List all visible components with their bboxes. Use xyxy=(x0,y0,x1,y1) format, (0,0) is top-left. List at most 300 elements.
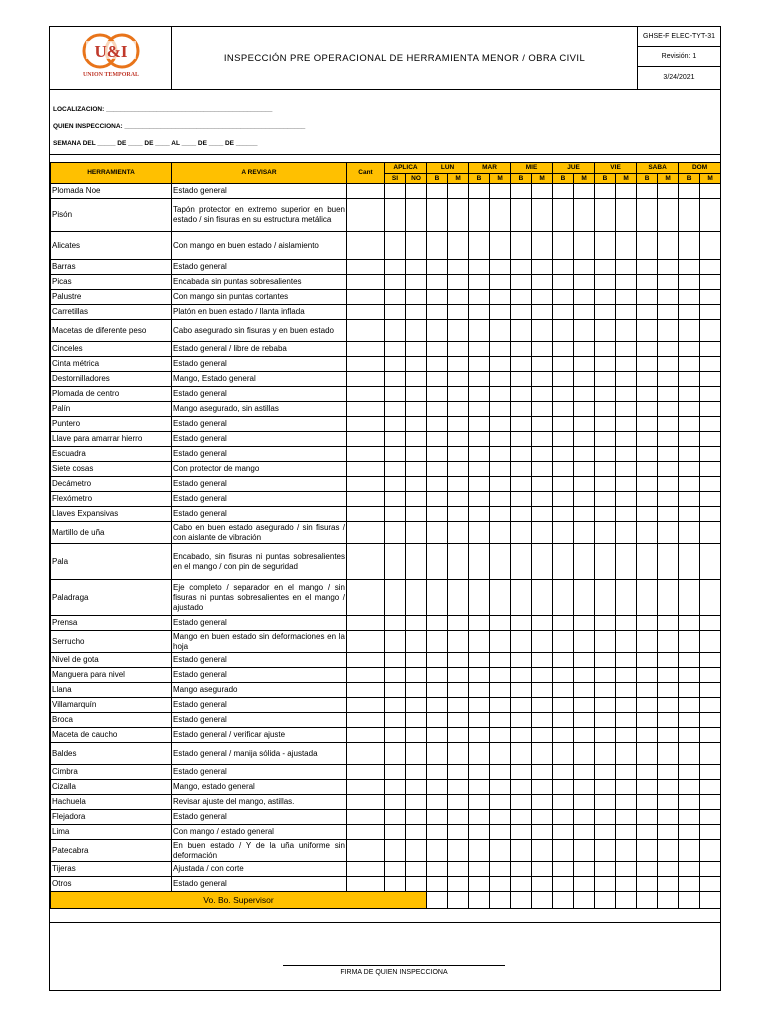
check-cell[interactable] xyxy=(637,728,658,743)
check-cell[interactable] xyxy=(511,683,532,698)
check-cell[interactable] xyxy=(385,862,406,877)
cant-cell[interactable] xyxy=(347,668,385,683)
check-cell[interactable] xyxy=(574,522,595,544)
check-cell[interactable] xyxy=(511,780,532,795)
check-cell[interactable] xyxy=(448,728,469,743)
check-cell[interactable] xyxy=(427,290,448,305)
cant-cell[interactable] xyxy=(347,683,385,698)
check-cell[interactable] xyxy=(637,825,658,840)
check-cell[interactable] xyxy=(532,372,553,387)
check-cell[interactable] xyxy=(679,342,700,357)
check-cell[interactable] xyxy=(679,290,700,305)
check-cell[interactable] xyxy=(385,320,406,342)
check-cell[interactable] xyxy=(637,447,658,462)
check-cell[interactable] xyxy=(616,580,637,616)
check-cell[interactable] xyxy=(469,447,490,462)
check-cell[interactable] xyxy=(427,840,448,862)
check-cell[interactable] xyxy=(406,683,427,698)
cant-cell[interactable] xyxy=(347,342,385,357)
check-cell[interactable] xyxy=(595,387,616,402)
check-cell[interactable] xyxy=(679,260,700,275)
check-cell[interactable] xyxy=(406,320,427,342)
cant-cell[interactable] xyxy=(347,477,385,492)
check-cell[interactable] xyxy=(511,320,532,342)
check-cell[interactable] xyxy=(385,342,406,357)
check-cell[interactable] xyxy=(490,199,511,232)
check-cell[interactable] xyxy=(637,683,658,698)
check-cell[interactable] xyxy=(532,387,553,402)
check-cell[interactable] xyxy=(448,668,469,683)
check-cell[interactable] xyxy=(637,492,658,507)
supervisor-check-cell[interactable] xyxy=(700,892,721,909)
check-cell[interactable] xyxy=(595,462,616,477)
check-cell[interactable] xyxy=(406,342,427,357)
check-cell[interactable] xyxy=(406,462,427,477)
cant-cell[interactable] xyxy=(347,765,385,780)
check-cell[interactable] xyxy=(553,507,574,522)
check-cell[interactable] xyxy=(511,184,532,199)
check-cell[interactable] xyxy=(574,544,595,580)
check-cell[interactable] xyxy=(532,305,553,320)
check-cell[interactable] xyxy=(574,447,595,462)
check-cell[interactable] xyxy=(616,616,637,631)
check-cell[interactable] xyxy=(700,402,721,417)
check-cell[interactable] xyxy=(448,290,469,305)
check-cell[interactable] xyxy=(700,795,721,810)
check-cell[interactable] xyxy=(574,862,595,877)
check-cell[interactable] xyxy=(511,342,532,357)
check-cell[interactable] xyxy=(406,492,427,507)
check-cell[interactable] xyxy=(700,631,721,653)
check-cell[interactable] xyxy=(595,275,616,290)
check-cell[interactable] xyxy=(700,387,721,402)
check-cell[interactable] xyxy=(448,387,469,402)
check-cell[interactable] xyxy=(469,825,490,840)
check-cell[interactable] xyxy=(427,713,448,728)
check-cell[interactable] xyxy=(658,631,679,653)
check-cell[interactable] xyxy=(679,522,700,544)
check-cell[interactable] xyxy=(427,387,448,402)
check-cell[interactable] xyxy=(595,580,616,616)
check-cell[interactable] xyxy=(595,840,616,862)
check-cell[interactable] xyxy=(490,417,511,432)
check-cell[interactable] xyxy=(616,631,637,653)
check-cell[interactable] xyxy=(679,825,700,840)
check-cell[interactable] xyxy=(553,631,574,653)
check-cell[interactable] xyxy=(700,668,721,683)
check-cell[interactable] xyxy=(700,507,721,522)
check-cell[interactable] xyxy=(637,580,658,616)
check-cell[interactable] xyxy=(469,580,490,616)
check-cell[interactable] xyxy=(427,698,448,713)
check-cell[interactable] xyxy=(511,432,532,447)
cant-cell[interactable] xyxy=(347,810,385,825)
check-cell[interactable] xyxy=(679,275,700,290)
check-cell[interactable] xyxy=(574,743,595,765)
check-cell[interactable] xyxy=(574,507,595,522)
check-cell[interactable] xyxy=(553,342,574,357)
check-cell[interactable] xyxy=(658,653,679,668)
check-cell[interactable] xyxy=(406,260,427,275)
check-cell[interactable] xyxy=(658,522,679,544)
check-cell[interactable] xyxy=(658,544,679,580)
check-cell[interactable] xyxy=(532,631,553,653)
check-cell[interactable] xyxy=(637,402,658,417)
check-cell[interactable] xyxy=(595,232,616,260)
check-cell[interactable] xyxy=(385,765,406,780)
check-cell[interactable] xyxy=(553,357,574,372)
check-cell[interactable] xyxy=(385,492,406,507)
check-cell[interactable] xyxy=(553,653,574,668)
check-cell[interactable] xyxy=(385,290,406,305)
check-cell[interactable] xyxy=(511,387,532,402)
check-cell[interactable] xyxy=(448,320,469,342)
check-cell[interactable] xyxy=(427,825,448,840)
check-cell[interactable] xyxy=(511,653,532,668)
check-cell[interactable] xyxy=(700,477,721,492)
check-cell[interactable] xyxy=(700,290,721,305)
check-cell[interactable] xyxy=(469,402,490,417)
check-cell[interactable] xyxy=(700,616,721,631)
check-cell[interactable] xyxy=(427,432,448,447)
supervisor-check-cell[interactable] xyxy=(511,892,532,909)
check-cell[interactable] xyxy=(616,522,637,544)
check-cell[interactable] xyxy=(553,780,574,795)
check-cell[interactable] xyxy=(637,232,658,260)
check-cell[interactable] xyxy=(553,320,574,342)
cant-cell[interactable] xyxy=(347,320,385,342)
check-cell[interactable] xyxy=(490,290,511,305)
check-cell[interactable] xyxy=(469,372,490,387)
check-cell[interactable] xyxy=(406,507,427,522)
check-cell[interactable] xyxy=(427,275,448,290)
check-cell[interactable] xyxy=(637,862,658,877)
check-cell[interactable] xyxy=(511,402,532,417)
check-cell[interactable] xyxy=(532,184,553,199)
check-cell[interactable] xyxy=(469,683,490,698)
cant-cell[interactable] xyxy=(347,862,385,877)
check-cell[interactable] xyxy=(406,232,427,260)
check-cell[interactable] xyxy=(616,765,637,780)
check-cell[interactable] xyxy=(700,320,721,342)
check-cell[interactable] xyxy=(595,305,616,320)
check-cell[interactable] xyxy=(511,357,532,372)
check-cell[interactable] xyxy=(616,417,637,432)
check-cell[interactable] xyxy=(616,320,637,342)
cant-cell[interactable] xyxy=(347,462,385,477)
check-cell[interactable] xyxy=(574,290,595,305)
check-cell[interactable] xyxy=(574,877,595,892)
check-cell[interactable] xyxy=(427,357,448,372)
check-cell[interactable] xyxy=(574,698,595,713)
signature-line[interactable] xyxy=(283,965,505,966)
check-cell[interactable] xyxy=(679,402,700,417)
check-cell[interactable] xyxy=(511,507,532,522)
check-cell[interactable] xyxy=(658,372,679,387)
check-cell[interactable] xyxy=(448,522,469,544)
check-cell[interactable] xyxy=(595,877,616,892)
check-cell[interactable] xyxy=(595,432,616,447)
check-cell[interactable] xyxy=(553,290,574,305)
check-cell[interactable] xyxy=(490,260,511,275)
check-cell[interactable] xyxy=(700,522,721,544)
check-cell[interactable] xyxy=(448,616,469,631)
check-cell[interactable] xyxy=(553,260,574,275)
check-cell[interactable] xyxy=(511,840,532,862)
check-cell[interactable] xyxy=(511,199,532,232)
check-cell[interactable] xyxy=(448,780,469,795)
check-cell[interactable] xyxy=(490,713,511,728)
check-cell[interactable] xyxy=(448,743,469,765)
check-cell[interactable] xyxy=(490,698,511,713)
check-cell[interactable] xyxy=(616,698,637,713)
check-cell[interactable] xyxy=(616,305,637,320)
check-cell[interactable] xyxy=(637,357,658,372)
check-cell[interactable] xyxy=(511,372,532,387)
check-cell[interactable] xyxy=(448,447,469,462)
check-cell[interactable] xyxy=(637,372,658,387)
check-cell[interactable] xyxy=(469,780,490,795)
check-cell[interactable] xyxy=(658,713,679,728)
check-cell[interactable] xyxy=(385,616,406,631)
check-cell[interactable] xyxy=(469,765,490,780)
check-cell[interactable] xyxy=(532,492,553,507)
check-cell[interactable] xyxy=(700,232,721,260)
check-cell[interactable] xyxy=(406,653,427,668)
check-cell[interactable] xyxy=(637,432,658,447)
check-cell[interactable] xyxy=(679,432,700,447)
check-cell[interactable] xyxy=(490,683,511,698)
check-cell[interactable] xyxy=(700,184,721,199)
check-cell[interactable] xyxy=(658,260,679,275)
check-cell[interactable] xyxy=(658,840,679,862)
check-cell[interactable] xyxy=(574,616,595,631)
check-cell[interactable] xyxy=(658,780,679,795)
check-cell[interactable] xyxy=(553,447,574,462)
check-cell[interactable] xyxy=(385,840,406,862)
check-cell[interactable] xyxy=(574,825,595,840)
check-cell[interactable] xyxy=(406,743,427,765)
check-cell[interactable] xyxy=(553,616,574,631)
check-cell[interactable] xyxy=(616,184,637,199)
check-cell[interactable] xyxy=(616,544,637,580)
cant-cell[interactable] xyxy=(347,825,385,840)
check-cell[interactable] xyxy=(490,728,511,743)
check-cell[interactable] xyxy=(448,544,469,580)
check-cell[interactable] xyxy=(448,357,469,372)
check-cell[interactable] xyxy=(406,580,427,616)
check-cell[interactable] xyxy=(553,305,574,320)
check-cell[interactable] xyxy=(427,877,448,892)
check-cell[interactable] xyxy=(427,402,448,417)
check-cell[interactable] xyxy=(532,840,553,862)
check-cell[interactable] xyxy=(700,698,721,713)
check-cell[interactable] xyxy=(469,668,490,683)
check-cell[interactable] xyxy=(637,199,658,232)
check-cell[interactable] xyxy=(511,728,532,743)
check-cell[interactable] xyxy=(511,492,532,507)
check-cell[interactable] xyxy=(490,184,511,199)
check-cell[interactable] xyxy=(490,825,511,840)
check-cell[interactable] xyxy=(469,795,490,810)
check-cell[interactable] xyxy=(532,275,553,290)
check-cell[interactable] xyxy=(574,840,595,862)
check-cell[interactable] xyxy=(511,765,532,780)
check-cell[interactable] xyxy=(616,728,637,743)
check-cell[interactable] xyxy=(700,357,721,372)
check-cell[interactable] xyxy=(469,477,490,492)
check-cell[interactable] xyxy=(658,290,679,305)
check-cell[interactable] xyxy=(385,417,406,432)
check-cell[interactable] xyxy=(574,275,595,290)
check-cell[interactable] xyxy=(427,544,448,580)
check-cell[interactable] xyxy=(490,387,511,402)
check-cell[interactable] xyxy=(532,683,553,698)
check-cell[interactable] xyxy=(427,342,448,357)
check-cell[interactable] xyxy=(406,877,427,892)
check-cell[interactable] xyxy=(385,357,406,372)
check-cell[interactable] xyxy=(700,743,721,765)
check-cell[interactable] xyxy=(385,477,406,492)
check-cell[interactable] xyxy=(616,795,637,810)
supervisor-check-cell[interactable] xyxy=(448,892,469,909)
localizacion-field[interactable]: LOCALIZACION: ______________________________________________ xyxy=(53,106,273,113)
check-cell[interactable] xyxy=(637,522,658,544)
check-cell[interactable] xyxy=(532,544,553,580)
check-cell[interactable] xyxy=(595,653,616,668)
check-cell[interactable] xyxy=(658,199,679,232)
supervisor-check-cell[interactable] xyxy=(490,892,511,909)
supervisor-check-cell[interactable] xyxy=(553,892,574,909)
check-cell[interactable] xyxy=(679,862,700,877)
check-cell[interactable] xyxy=(385,305,406,320)
check-cell[interactable] xyxy=(637,290,658,305)
check-cell[interactable] xyxy=(553,522,574,544)
check-cell[interactable] xyxy=(616,810,637,825)
check-cell[interactable] xyxy=(574,387,595,402)
check-cell[interactable] xyxy=(469,357,490,372)
check-cell[interactable] xyxy=(553,668,574,683)
check-cell[interactable] xyxy=(385,507,406,522)
check-cell[interactable] xyxy=(448,507,469,522)
check-cell[interactable] xyxy=(574,402,595,417)
check-cell[interactable] xyxy=(469,342,490,357)
check-cell[interactable] xyxy=(679,765,700,780)
check-cell[interactable] xyxy=(511,698,532,713)
check-cell[interactable] xyxy=(679,580,700,616)
check-cell[interactable] xyxy=(490,653,511,668)
check-cell[interactable] xyxy=(595,357,616,372)
check-cell[interactable] xyxy=(448,825,469,840)
cant-cell[interactable] xyxy=(347,290,385,305)
check-cell[interactable] xyxy=(511,810,532,825)
check-cell[interactable] xyxy=(574,683,595,698)
check-cell[interactable] xyxy=(658,862,679,877)
cant-cell[interactable] xyxy=(347,580,385,616)
check-cell[interactable] xyxy=(406,477,427,492)
check-cell[interactable] xyxy=(553,765,574,780)
check-cell[interactable] xyxy=(679,616,700,631)
check-cell[interactable] xyxy=(637,653,658,668)
check-cell[interactable] xyxy=(385,260,406,275)
check-cell[interactable] xyxy=(637,810,658,825)
check-cell[interactable] xyxy=(574,765,595,780)
check-cell[interactable] xyxy=(553,372,574,387)
check-cell[interactable] xyxy=(490,743,511,765)
check-cell[interactable] xyxy=(700,372,721,387)
check-cell[interactable] xyxy=(448,275,469,290)
check-cell[interactable] xyxy=(469,305,490,320)
cant-cell[interactable] xyxy=(347,728,385,743)
check-cell[interactable] xyxy=(406,631,427,653)
check-cell[interactable] xyxy=(511,544,532,580)
check-cell[interactable] xyxy=(595,728,616,743)
check-cell[interactable] xyxy=(658,810,679,825)
check-cell[interactable] xyxy=(658,387,679,402)
check-cell[interactable] xyxy=(574,462,595,477)
check-cell[interactable] xyxy=(679,232,700,260)
check-cell[interactable] xyxy=(385,402,406,417)
check-cell[interactable] xyxy=(490,631,511,653)
check-cell[interactable] xyxy=(700,432,721,447)
check-cell[interactable] xyxy=(406,795,427,810)
cant-cell[interactable] xyxy=(347,616,385,631)
check-cell[interactable] xyxy=(700,765,721,780)
check-cell[interactable] xyxy=(511,447,532,462)
check-cell[interactable] xyxy=(385,199,406,232)
check-cell[interactable] xyxy=(574,417,595,432)
check-cell[interactable] xyxy=(532,698,553,713)
check-cell[interactable] xyxy=(553,728,574,743)
check-cell[interactable] xyxy=(427,616,448,631)
check-cell[interactable] xyxy=(637,668,658,683)
check-cell[interactable] xyxy=(469,544,490,580)
check-cell[interactable] xyxy=(700,417,721,432)
check-cell[interactable] xyxy=(553,477,574,492)
check-cell[interactable] xyxy=(595,477,616,492)
check-cell[interactable] xyxy=(406,765,427,780)
check-cell[interactable] xyxy=(385,698,406,713)
cant-cell[interactable] xyxy=(347,492,385,507)
check-cell[interactable] xyxy=(595,184,616,199)
check-cell[interactable] xyxy=(427,232,448,260)
check-cell[interactable] xyxy=(616,342,637,357)
check-cell[interactable] xyxy=(406,372,427,387)
check-cell[interactable] xyxy=(532,810,553,825)
check-cell[interactable] xyxy=(658,825,679,840)
check-cell[interactable] xyxy=(616,492,637,507)
check-cell[interactable] xyxy=(616,477,637,492)
check-cell[interactable] xyxy=(574,342,595,357)
check-cell[interactable] xyxy=(658,507,679,522)
check-cell[interactable] xyxy=(553,810,574,825)
check-cell[interactable] xyxy=(469,840,490,862)
cant-cell[interactable] xyxy=(347,199,385,232)
check-cell[interactable] xyxy=(616,683,637,698)
check-cell[interactable] xyxy=(448,372,469,387)
check-cell[interactable] xyxy=(574,780,595,795)
check-cell[interactable] xyxy=(448,810,469,825)
check-cell[interactable] xyxy=(616,825,637,840)
check-cell[interactable] xyxy=(700,728,721,743)
check-cell[interactable] xyxy=(637,544,658,580)
check-cell[interactable] xyxy=(553,432,574,447)
check-cell[interactable] xyxy=(658,447,679,462)
check-cell[interactable] xyxy=(490,372,511,387)
check-cell[interactable] xyxy=(532,795,553,810)
check-cell[interactable] xyxy=(616,260,637,275)
check-cell[interactable] xyxy=(595,765,616,780)
